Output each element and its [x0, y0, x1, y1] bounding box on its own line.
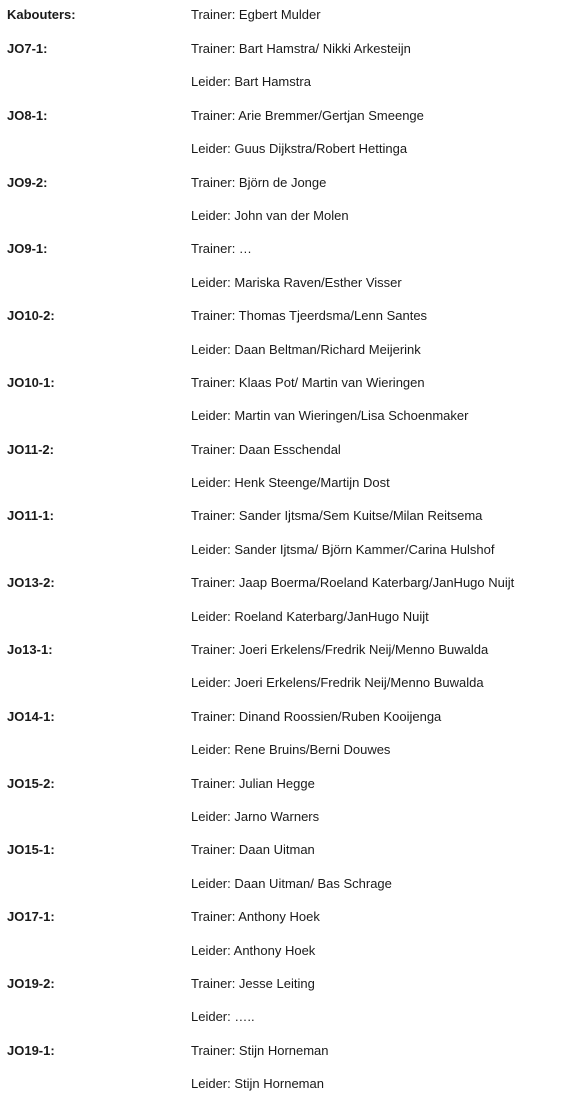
staff-row [0, 936, 581, 969]
team-name: JO9-1: [7, 241, 48, 257]
team-name: JO10-1: [7, 374, 55, 390]
team-name: JO15-2: [7, 775, 55, 791]
team-row [0, 1036, 581, 1069]
trainer-line: Trainer: Björn de Jonge [191, 174, 327, 190]
staff-row [0, 134, 581, 167]
trainer-line: Trainer: Stijn Horneman [191, 1042, 329, 1058]
team-row [0, 769, 581, 802]
trainer-line: Trainer: Arie Bremmer/Gertjan Smeenge [191, 107, 424, 123]
team-row [0, 835, 581, 868]
team-name: JO14-1: [7, 708, 55, 724]
trainer-line: Trainer: Anthony Hoek [191, 909, 320, 925]
team-row [0, 34, 581, 67]
team-row [0, 969, 581, 1002]
trainer-line: Trainer: … [191, 241, 252, 257]
leader-line: Leider: ….. [191, 1009, 255, 1025]
team-row [0, 101, 581, 134]
team-name: JO7-1: [7, 41, 48, 56]
trainer-line: Trainer: Egbert Mulder [191, 7, 321, 22]
team-name: Kabouters: [7, 7, 76, 22]
trainer-line: Trainer: Thomas Tjeerdsma/Lenn Santes [191, 308, 428, 324]
leader-line: Leider: Daan Uitman/ Bas Schrage [191, 875, 392, 891]
team-name: JO15-1: [7, 842, 55, 858]
team-row [0, 702, 581, 735]
staff-row [0, 1002, 581, 1035]
leader-line: Leider: Joeri Erkelens/Fredrik Neij/Menno Buwalda [191, 675, 484, 691]
leader-line: Leider: Rene Bruins/Berni Douwes [191, 742, 391, 758]
leader-line: Leider: Martin van Wieringen/Lisa Schoenmaker [191, 408, 469, 424]
trainer-line: Trainer: Jaap Boerma/Roeland Katerbarg/JanHugo Nuijt [191, 575, 515, 591]
team-name: JO9-2: [7, 174, 48, 190]
leader-line: Leider: Bart Hamstra [191, 74, 311, 90]
team-row [0, 635, 581, 668]
trainer-line: Trainer: Daan Uitman [191, 842, 315, 858]
trainer-line: Trainer: Dinand Roossien/Ruben Kooijenga [191, 708, 442, 724]
team-name: JO11-2: [7, 441, 54, 457]
staff-row [0, 869, 581, 902]
staff-row [0, 668, 581, 701]
team-name: JO19-1: [7, 1042, 55, 1058]
team-row [0, 368, 581, 401]
staff-row [0, 735, 581, 768]
team-name: JO11-1: [7, 508, 54, 524]
trainer-line: Trainer: Bart Hamstra/ Nikki Arkesteijn [191, 41, 411, 56]
leader-line: Leider: Roeland Katerbarg/JanHugo Nuijt [191, 608, 429, 624]
team-row [0, 568, 581, 601]
staff-row [0, 67, 581, 100]
staff-row [0, 602, 581, 635]
leader-line: Leider: John van der Molen [191, 207, 349, 223]
trainer-line: Trainer: Jesse Leiting [191, 975, 315, 991]
team-name: JO13-2: [7, 575, 55, 591]
leader-line: Leider: Henk Steenge/Martijn Dost [191, 475, 390, 491]
leader-line: Leider: Jarno Warners [191, 808, 320, 824]
staff-row [0, 401, 581, 434]
team-row [0, 435, 581, 468]
team-row [0, 501, 581, 534]
staff-row [0, 802, 581, 835]
team-row [0, 0, 581, 34]
team-name: JO19-2: [7, 975, 55, 991]
staff-row [0, 335, 581, 368]
trainer-line: Trainer: Julian Hegge [191, 775, 315, 791]
team-row [0, 168, 581, 201]
team-row [0, 234, 581, 267]
trainer-line: Trainer: Daan Esschendal [191, 441, 341, 457]
team-name: Jo13-1: [7, 642, 53, 658]
leader-line: Leider: Sander Ijtsma/ Björn Kammer/Carina Hulshof [191, 541, 495, 557]
leader-line: Leider: Guus Dijkstra/Robert Hettinga [191, 141, 408, 157]
leader-line: Leider: Mariska Raven/Esther Visser [191, 274, 402, 290]
staff-row [0, 201, 581, 234]
staff-row [0, 468, 581, 501]
leader-line: Leider: Daan Beltman/Richard Meijerink [191, 341, 421, 357]
team-row [0, 301, 581, 334]
team-name: JO10-2: [7, 308, 55, 324]
team-name: JO8-1: [7, 107, 48, 123]
team-row [0, 902, 581, 935]
staff-row [0, 1069, 581, 1102]
staff-row [0, 268, 581, 301]
team-name: JO17-1: [7, 909, 55, 925]
trainer-line: Trainer: Sander Ijtsma/Sem Kuitse/Milan Reitsema [191, 508, 483, 524]
staff-row [0, 535, 581, 568]
trainer-line: Trainer: Klaas Pot/ Martin van Wieringen [191, 374, 425, 390]
trainer-line: Trainer: Joeri Erkelens/Fredrik Neij/Menno Buwalda [191, 642, 489, 658]
leader-line: Leider: Anthony Hoek [191, 942, 316, 958]
leader-line: Leider: Stijn Horneman [191, 1076, 324, 1092]
